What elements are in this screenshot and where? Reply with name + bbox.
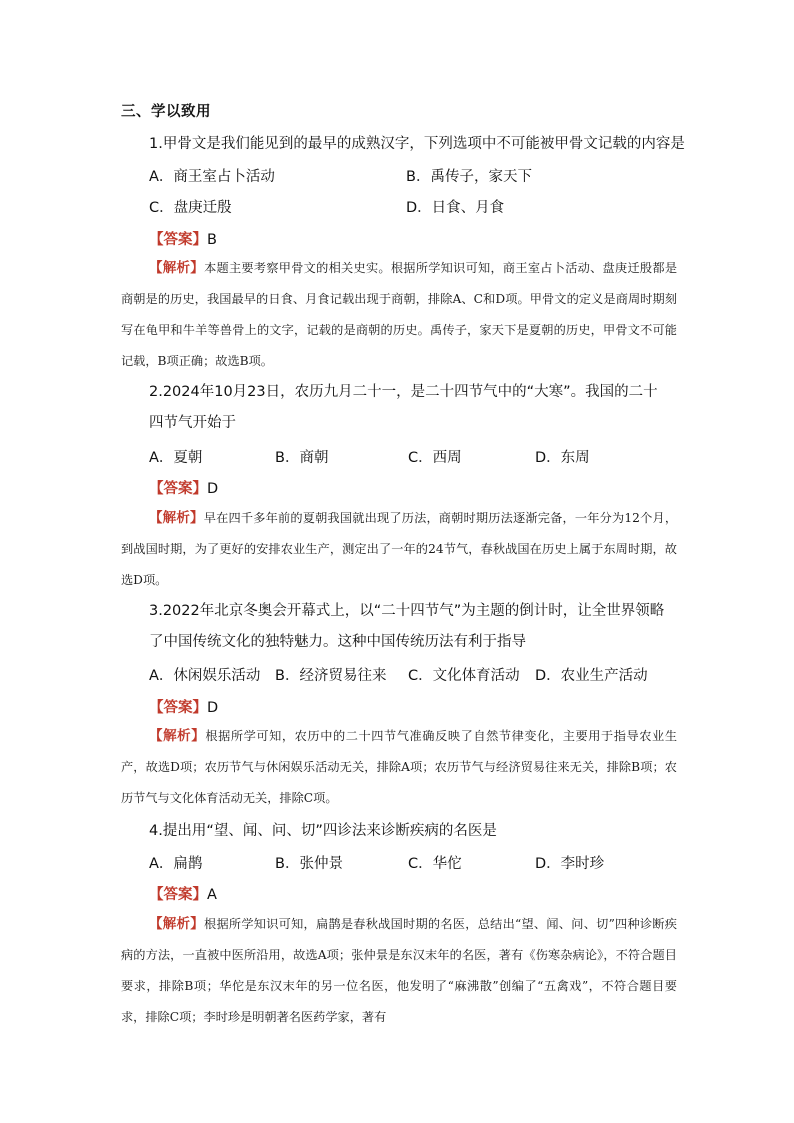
question-3-option-d: D．农业生产活动	[535, 668, 648, 684]
answer-tag: 【答案】	[149, 232, 207, 248]
question-2-option-b: B．商朝	[275, 450, 329, 466]
question-3-stem: 3.2022年北京冬奥会开幕式上，以“二十四节气”为主题的倒计时，让全世界领略了中国传统文化的独特魅力。这种中国传统历法有利于指导	[149, 603, 665, 650]
question-2-option-c: C．西周	[408, 450, 462, 466]
explain-tag: 【解析】	[149, 728, 206, 744]
section-title: 三、学以致用	[121, 104, 211, 120]
explain-text: 根据所学可知，农历中的二十四节气准确反映了自然节律变化，主要用于指导农业生产，故选D项；农历节气与休闲娱乐活动无关，排除A项；农历节气与经济贸易往来无关，排除B项；农历节气与文化体育活动无关，排除C项。	[121, 729, 678, 805]
question-3-answer	[149, 696, 218, 717]
answer-tag: 【答案】	[149, 700, 207, 716]
question-4-option-a: A．扁鹊	[149, 856, 203, 872]
question-2-answer	[149, 477, 218, 498]
question-1-option-c: C．盘庚迁殷	[149, 200, 232, 216]
answer-value: A	[207, 887, 217, 903]
explain-text: 早在四千多年前的夏朝我国就出现了历法，商朝时期历法逐渐完备，一年分为12个月，到战国时期，为了更好的安排农业生产，测定出了一年的24节气，春秋战国在历史上属于东周时期，故选D项。	[121, 511, 678, 587]
question-3-option-b: B．经济贸易往来	[275, 668, 387, 684]
question-3-option-c: C．文化体育活动	[408, 668, 520, 684]
question-1-answer	[149, 228, 217, 249]
question-4-explanation	[121, 909, 677, 1033]
explain-text: 根据所学知识可知，扁鹊是春秋战国时期的名医，总结出“望、闻、问、切”四种诊断疾病的方法，一直被中医所沿用，故选A项；张仲景是东汉末年的名医，著有《伤寒杂病论》，不符合题目要求，排除B项；华佗是东汉末年的另一位名医，他发明了“麻沸散”创编了“五禽戏”，不符合题目要求，排除C项；李时珍是明朝著名医药学家，著有	[121, 917, 677, 1024]
question-2-stem: 2.2024年10月23日，农历九月二十一，是二十四节气中的“大寒”。我国的二十四节气开始于	[149, 384, 658, 431]
answer-tag: 【答案】	[149, 887, 207, 903]
question-4-option-d: D．李时珍	[535, 856, 605, 872]
answer-value: D	[207, 700, 219, 716]
question-1-explanation	[121, 253, 677, 377]
answer-value: D	[207, 481, 219, 497]
question-1-option-a: A．商王室占卜活动	[149, 169, 275, 185]
explain-tag: 【解析】	[149, 916, 205, 932]
question-2-explanation	[121, 503, 677, 596]
question-1-option-b: B．禹传子，家天下	[406, 169, 532, 185]
question-4-option-b: B．张仲景	[275, 856, 343, 872]
question-4-option-c: C．华佗	[408, 856, 462, 872]
explain-tag: 【解析】	[149, 510, 204, 526]
explain-text: 本题主要考察甲骨文的相关史实。根据所学知识可知，商王室占卜活动、盘庚迁殷都是商朝是的历史，我国最早的日食、月食记载出现于商朝，排除A、C和D项。甲骨文的定义是商周时期刻写在龟甲和牛羊等兽骨上的文字，记载的是商朝的历史。禹传子，家天下是夏朝的历史，甲骨文不可能记载，B项正确；故选B项。	[121, 261, 678, 368]
answer-tag: 【答案】	[149, 481, 207, 497]
answer-value: B	[207, 232, 217, 248]
question-3-option-a: A．休闲娱乐活动	[149, 668, 261, 684]
question-1-option-d: D．日食、月食	[406, 200, 505, 216]
explain-tag: 【解析】	[149, 260, 205, 276]
question-4-stem: 4.提出用“望、闻、问、切”四诊法来诊断疾病的名医是	[149, 823, 497, 839]
question-3-explanation	[121, 721, 677, 814]
question-2-option-d: D．东周	[535, 450, 590, 466]
question-2-option-a: A．夏朝	[149, 450, 203, 466]
question-1-stem: 1.甲骨文是我们能见到的最早的成熟汉字，下列选项中不可能被甲骨文记载的内容是	[149, 136, 685, 152]
question-4-answer	[149, 883, 217, 904]
